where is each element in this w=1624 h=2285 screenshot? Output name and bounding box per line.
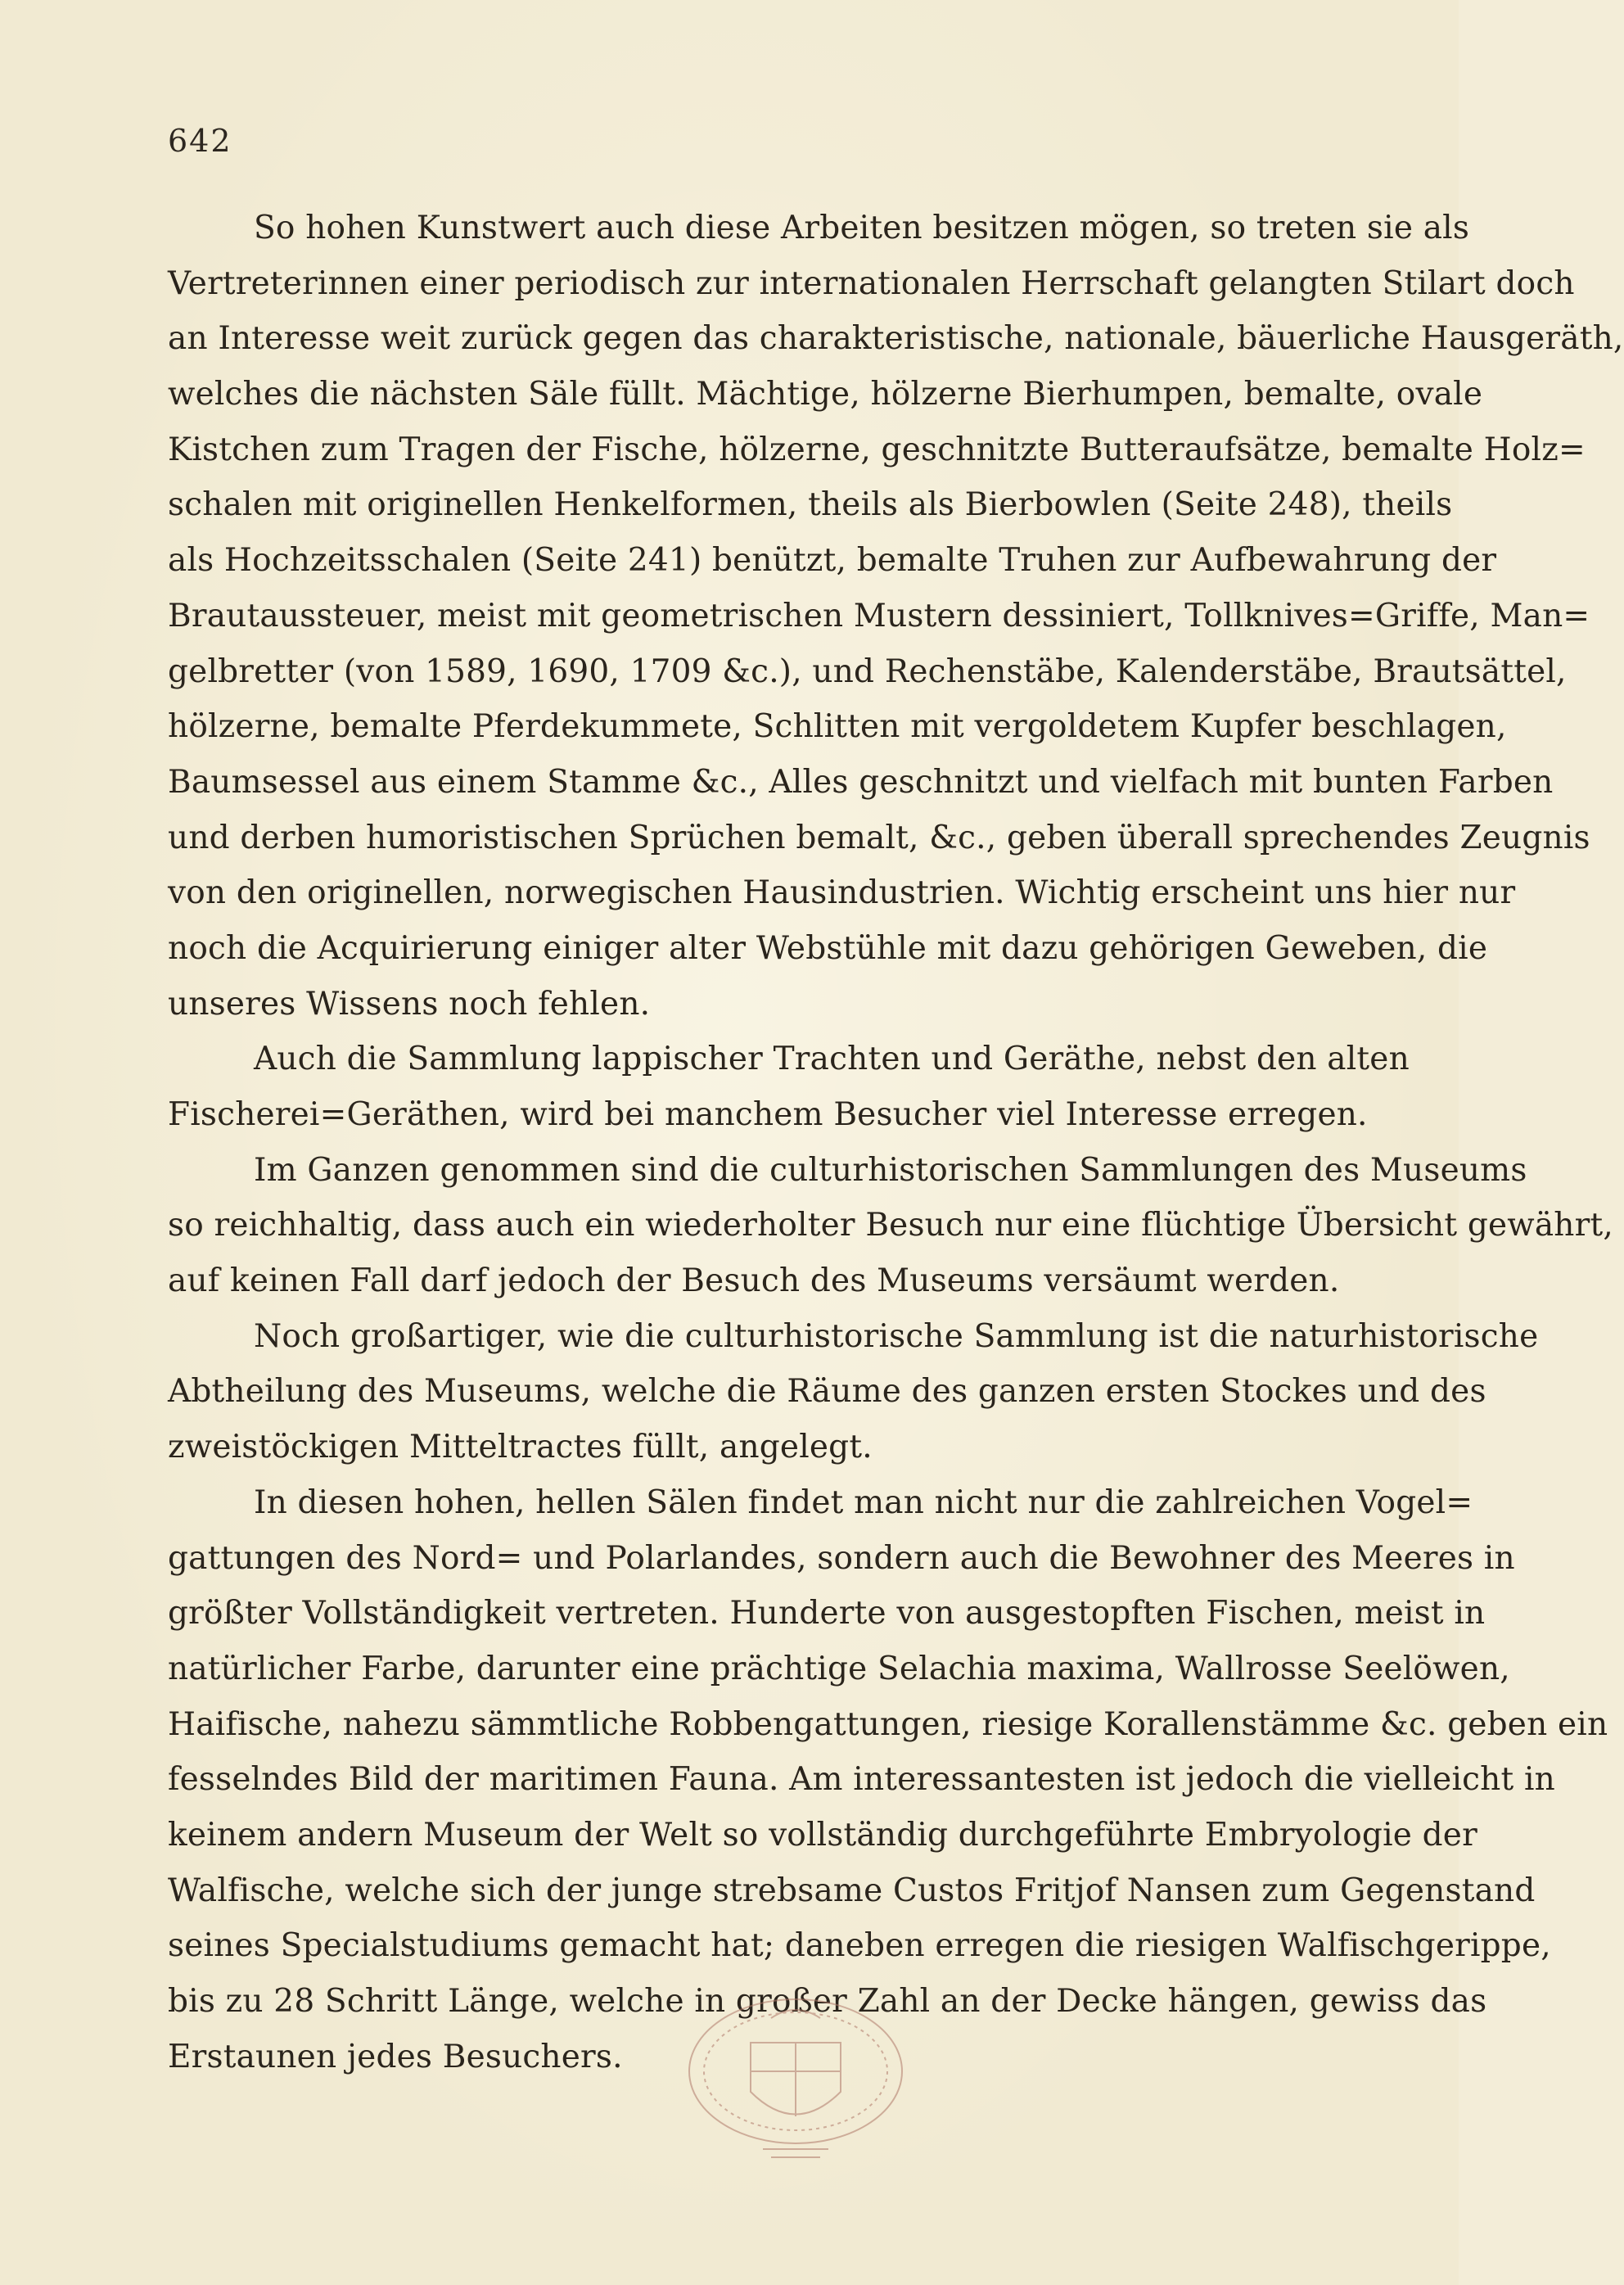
text-line: hölzerne, bemalte Pferdekummete, Schlitten mit vergoldetem Kupfer beschlagen, — [168, 708, 1507, 746]
text-line: keinem andern Museum der Welt so vollständig durchgeführte Embryologie der — [168, 1816, 1477, 1854]
text-line: Abtheilung des Museums, welche die Räume des ganzen ersten Stockes und des — [168, 1373, 1486, 1411]
text-line: von den originellen, norwegischen Hausindustrien. Wichtig erscheint uns hier nur — [168, 874, 1516, 912]
text-line: bis zu 28 Schritt Länge, welche in großer Zahl an der Decke hängen, gewiss das — [168, 1983, 1487, 2020]
text-line: gelbretter (von 1589, 1690, 1709 &c.), und Rechenstäbe, Kalenderstäbe, Brautsättel, — [168, 653, 1567, 690]
text-line: schalen mit originellen Henkelformen, theils als Bierbowlen (Seite 248), theils — [168, 486, 1453, 524]
text-line: Vertreterinnen einer periodisch zur internationalen Herrschaft gelangten Stilart doch — [168, 264, 1575, 302]
text-line: und derben humoristischen Sprüchen bemalt, &c., geben überall sprechendes Zeugnis — [168, 819, 1590, 856]
text-line: Walfische, welche sich der junge strebsame Custos Fritjof Nansen zum Gegenstand — [168, 1872, 1536, 1909]
text-line: Noch großartiger, wie die culturhistorische Sammlung ist die naturhistorische — [254, 1317, 1539, 1355]
body-text — [168, 201, 1624, 2084]
text-line: Auch die Sammlung lappischer Trachten und Geräthe, nebst den alten — [254, 1041, 1410, 1078]
library-stamp — [673, 1994, 918, 2165]
text-line: auf keinen Fall darf jedoch der Besuch des Museums versäumt werden. — [168, 1262, 1340, 1300]
text-line: unseres Wissens noch fehlen. — [168, 985, 651, 1023]
text-line: Fischerei=Geräthen, wird bei manchem Besucher viel Interesse erregen. — [168, 1096, 1368, 1133]
text-line: größter Vollständigkeit vertreten. Hunderte von ausgestopften Fischen, meist in — [168, 1595, 1486, 1632]
text-line: gattungen des Nord= und Polarlandes, sondern auch die Bewohner des Meeres in — [168, 1539, 1515, 1577]
text-line: noch die Acquirierung einiger alter Webstühle mit dazu gehörigen Geweben, die — [168, 929, 1488, 967]
text-line: an Interesse weit zurück gegen das charakteristische, nationale, bäuerliche Hausgeräth, — [168, 320, 1624, 358]
text-line: so reichhaltig, dass auch ein wiederholter Besuch nur eine flüchtige Übersicht gewährt, — [168, 1207, 1613, 1244]
text-line: In diesen hohen, hellen Sälen findet man nicht nur die zahlreichen Vogel= — [254, 1483, 1473, 1521]
text-line: fesselndes Bild der maritimen Fauna. Am interessantesten ist jedoch die vielleicht in — [168, 1761, 1555, 1799]
text-line: Brautaussteuer, meist mit geometrischen Mustern dessiniert, Tollknives=Griffe, Man= — [168, 597, 1590, 634]
text-line: Kistchen zum Tragen der Fische, hölzerne, geschnitzte Butteraufsätze, bemalte Holz= — [168, 431, 1586, 468]
text-line: Erstaunen jedes Besuchers. — [168, 2038, 623, 2075]
text-line: natürlicher Farbe, darunter eine prächtige Selachia maxima, Wallrosse Seelöwen, — [168, 1650, 1510, 1687]
text-line: So hohen Kunstwert auch diese Arbeiten besitzen mögen, so treten sie als — [254, 210, 1470, 246]
text-line: seines Specialstudiums gemacht hat; daneben erregen die riesigen Walfischgerippe, — [168, 1927, 1551, 1965]
text-line: Im Ganzen genommen sind die culturhistorischen Sammlungen des Museums — [254, 1151, 1527, 1189]
text-line: Haifische, nahezu sämmtliche Robbengattungen, riesige Korallenstämme &c. geben ein — [168, 1705, 1608, 1743]
text-line: als Hochzeitsschalen (Seite 241) benützt, bemalte Truhen zur Aufbewahrung der — [168, 542, 1497, 580]
text-line: welches die nächsten Säle füllt. Mächtige, hölzerne Bierhumpen, bemalte, ovale — [168, 376, 1483, 413]
text-line: zweistöckigen Mitteltractes füllt, angelegt. — [168, 1429, 873, 1466]
page-number: 642 — [168, 123, 232, 159]
text-line: Baumsessel aus einem Stamme &c., Alles geschnitzt und vielfach mit bunten Farben — [168, 763, 1554, 801]
